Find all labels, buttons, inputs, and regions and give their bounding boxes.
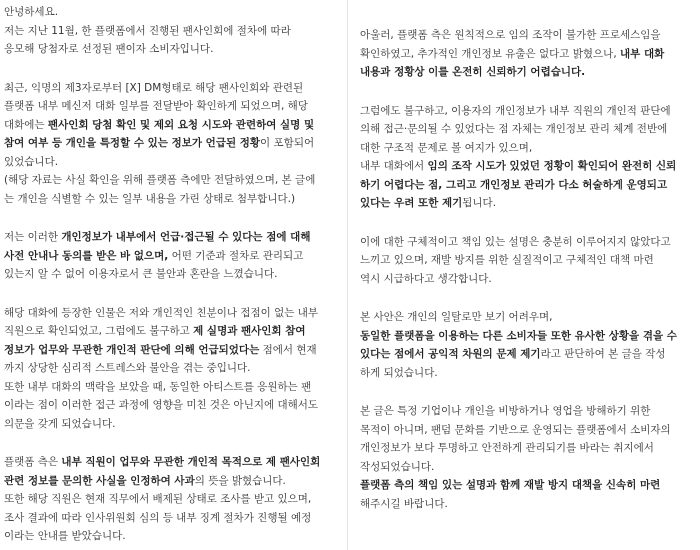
column-divider [347,0,348,550]
right-column [356,0,700,550]
platform-response-paragraph: 플랫폼 측은 내부 직원이 업무와 무관한 개인적 목적으로 제 팬사인회 관련 정보를 문의한 사실을 인정하여 사과의 뜻을 밝혔습니다. 또한 해당 직원은 현재 직무에서 배제된 상태로 조사를 받고 있으며, 조사 결과에 따라 인사위원회 심의 등 내부 징계 절차가 진행될 예정 이라는 안내를 받았습니다. [4,456,321,542]
structural-issue-paragraph: 그럼에도 불구하고, 이용자의 개인정보가 내부 직원의 개인적 판단에 의해 접근·문의될 수 있었다는 점 자체는 개인정보 관리 체계 전반에 대한 구조적 문제로 볼 여지가 있으며, 내부 대화에서 임의 조작 시도가 있었던 정황이 확인되어 완전히 신뢰 하기 어렵다는 점, 그리고 개인정보 관리가 다소 허술하게 운영되고 있다는 우려 또한 제기됩니다. [360,104,677,209]
trust-paragraph: 아울러, 플랫폼 측은 원칙적으로 임의 조작이 불가한 프로세스임을 확인하였고, 추가적인 개인정보 유출은 없다고 밝혔으나, 내부 대화 내용과 정황상 이를 온전히 신뢰하기 어렵습니다. [360,29,665,78]
greeting-paragraph: 안녕하세요. 저는 지난 11월, 한 플랫폼에서 진행된 팬사인회에 절차에 따라 응모해 당첨자로 선정된 팬이자 소비자입니다. [4,6,291,55]
concern-paragraph: 저는 이러한 개인정보가 내부에서 언급·접근될 수 있다는 점에 대해 사전 안내나 동의를 받은 바 없으며, 어떤 기준과 절차로 관리되고 있는지 알 수 없어 이용자로서 큰 불안과 혼란을 느꼈습니다. [4,231,311,280]
public-interest-paragraph: 본 사안은 개인의 일탈로만 보기 어려우며, 동일한 플랫폼을 이용하는 다른 소비자들 또한 유사한 상황을 겪을 수 있다는 점에서 공익적 차원의 문제 제기라고 판단하여 본 글을 작성 하게 되었습니다. [360,311,677,379]
staff-paragraph: 해당 대화에 등장한 인물은 저와 개인적인 친분이나 접점이 없는 내부 직원으로 확인되었고, 그럼에도 불구하고 제 실명과 팬사인회 참여 정보가 업무와 무관한 개인적 판단에 의해 언급되었다는 점에서 현재 까지 상당한 심리적 스트레스와 불안을 겪는 중입니다. 또한 내부 대화의 맥락을 보았을 때, 동일한 아티스트를 응원하는 팬 이라는 점이 이러한 접근 과정에 영향을 미친 것은 아닌지에 대해서도 의문을 갖게 되었습니다. [4,306,319,430]
context-paragraph: 최근, 익명의 제3자로부터 [X] DM형태로 해당 팬사인회와 관련된 플랫폼 내부 메신저 대화 일부를 전달받아 확인하게 되었으며, 해당 대화에는 팬사인회 당첨 확인 및 제외 요청 시도와 관련하여 실명 및 참여 여부 등 개인을 특정할 수 있는 정보가 언급된 정황이 포함되어 있었습니다. (해당 자료는 사실 확인을 위해 플랫폼 측에만 전달하였으며, 본 글에 는 개인을 식별할 수 있는 일부 내용을 가린 상태로 첨부합니다.) [4,81,316,205]
explanation-paragraph: 이에 대한 구체적이고 책임 있는 설명은 충분히 이루어지지 않았다고 느끼고 있으며, 재발 방지를 위한 실질적이고 구체적인 대책 마련 역시 시급하다고 생각합니다. [360,235,671,285]
purpose-paragraph: 본 글은 특정 기업이나 개인을 비방하거나 영업을 방해하기 위한 목적이 아니며, 팬덤 문화를 기반으로 운영되는 플랫폼에서 소비자의 개인정보가 보다 투명하고 안전하게 관리되기를 바라는 취지에서 작성되었습니다. 플랫폼 측의 책임 있는 설명과 함께 재발 방지 대책을 신속히 마련 해주시길 바랍니다. [360,405,671,510]
left-column [0,0,340,550]
